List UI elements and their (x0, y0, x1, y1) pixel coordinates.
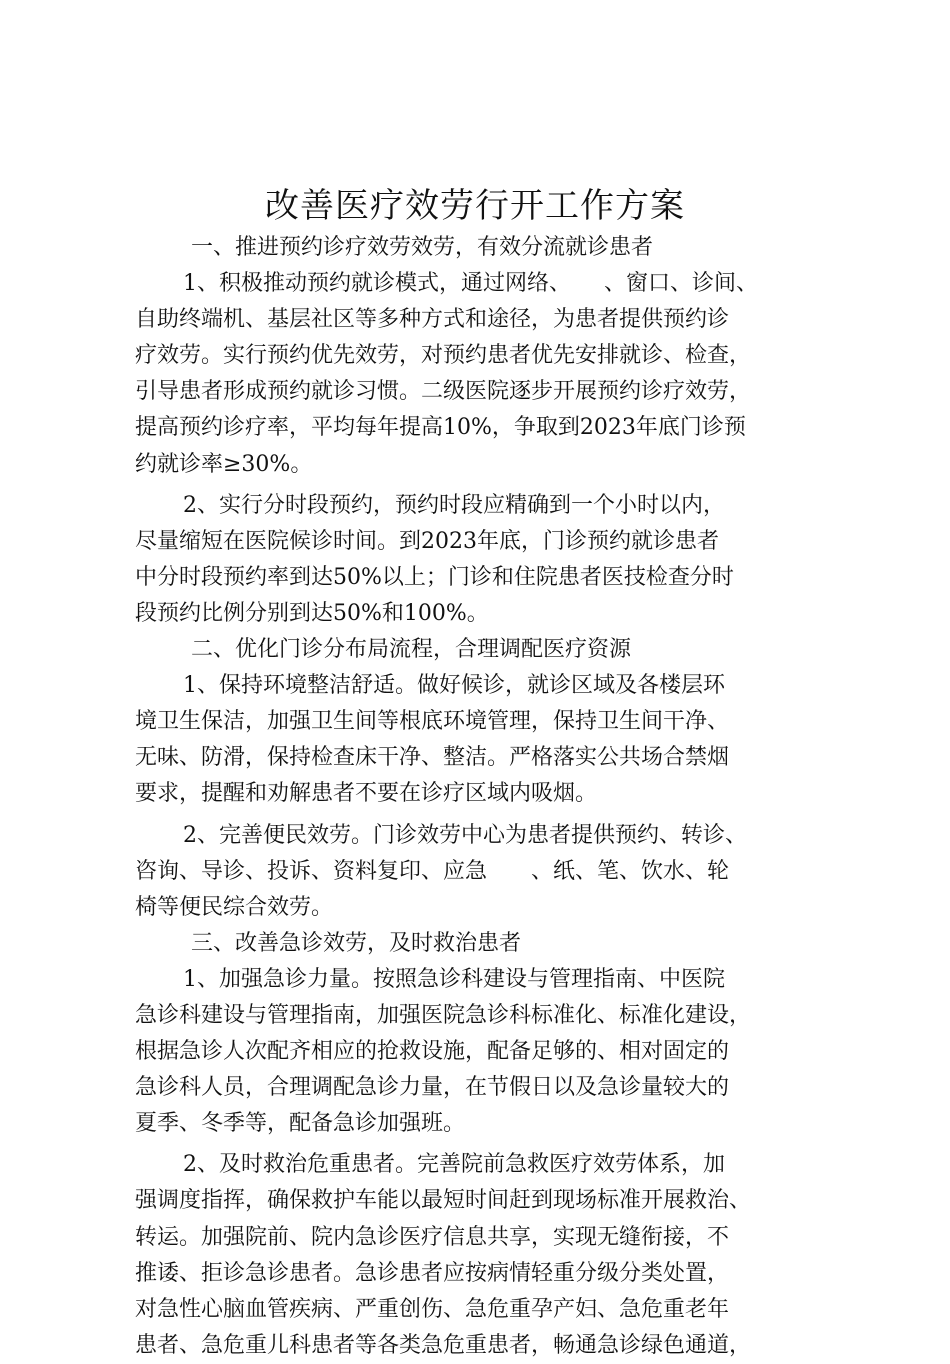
paragraph-line: 根据急诊人次配齐相应的抢救设施，配备足够的、相对固定的 (135, 1039, 730, 1065)
section-heading: 二、优化门诊分布局流程，合理调配医疗资源 (191, 637, 632, 663)
paragraph-line: 约就诊率≥30%。 (135, 451, 313, 477)
paragraph-line: 提高预约诊疗率，平均每年提高10%，争取到2023年底门诊预 (135, 415, 746, 441)
document-body (135, 230, 850, 1364)
paragraph-line: 中分时段预约率到达50%以上；门诊和住院患者医技检查分时 (135, 564, 734, 590)
paragraph-line: 椅等便民综合效劳。 (135, 894, 334, 920)
paragraph-line: 对急性心脑血管疾病、严重创伤、急危重孕产妇、急危重老年 (135, 1296, 730, 1322)
section-heading: 三、改善急诊效劳，及时救治患者 (191, 930, 522, 956)
paragraph-line: 患者、急危重儿科患者等各类急危重患者，畅通急诊绿色通道， (135, 1332, 752, 1358)
paragraph-line: 自助终端机、基层社区等多种方式和途径，为患者提供预约诊 (135, 307, 730, 333)
document-title: 改善医疗效劳行开工作方案 (265, 186, 685, 226)
paragraph-line: 1、加强急诊力量。按照急诊科建设与管理指南、中医院 (183, 966, 725, 992)
paragraph-line: 尽量缩短在医院候诊时间。到2023年底，门诊预约就诊患者 (135, 528, 719, 554)
paragraph-line: 1、保持环境整洁舒适。做好候诊，就诊区域及各楼层环 (183, 673, 725, 699)
paragraph-line: 2、完善便民效劳。门诊效劳中心为患者提供预约、转诊、 (183, 822, 747, 848)
paragraph-line: 境卫生保洁，加强卫生间等根底环境管理，保持卫生间干净、 (135, 709, 730, 735)
paragraph-line: 引导患者形成预约就诊习惯。二级医院逐步开展预约诊疗效劳， (135, 379, 752, 405)
paragraph-line: 要求，提醒和劝解患者不要在诊疗区域内吸烟。 (135, 781, 598, 807)
section-heading: 一、推进预约诊疗效劳效劳，有效分流就诊患者 (191, 235, 654, 260)
paragraph-line: 急诊科人员，合理调配急诊力量，在节假日以及急诊量较大的 (135, 1075, 730, 1101)
paragraph-line: 夏季、冬季等，配备急诊加强班。 (135, 1111, 466, 1137)
paragraph-line: 段预约比例分别到达50%和100%。 (135, 600, 489, 626)
paragraph-line: 强调度指挥，确保救护车能以最短时间赶到现场标准开展救治、 (135, 1188, 752, 1214)
paragraph-line: 推诿、拒诊急诊患者。急诊患者应按病情轻重分级分类处置， (135, 1260, 730, 1286)
paragraph-line: 疗效劳。实行预约优先效劳，对预约患者优先安排就诊、检查， (135, 343, 752, 369)
paragraph-line: 无味、防滑，保持检查床干净、整洁。严格落实公共场合禁烟 (135, 745, 730, 771)
paragraph-line: 转运。加强院前、院内急诊医疗信息共享，实现无缝衔接，不 (135, 1224, 730, 1250)
paragraph-line: 咨询、导诊、投诉、资料复印、应急 、纸、笔、饮水、轮 (135, 858, 730, 884)
paragraph-line: 2、及时救治危重患者。完善院前急救医疗效劳体系，加 (183, 1152, 725, 1178)
paragraph-line: 急诊科建设与管理指南，加强医院急诊科标准化、标准化建设， (135, 1002, 752, 1028)
paragraph-line: 2、实行分时段预约，预约时段应精确到一个小时以内， (183, 492, 725, 518)
paragraph-line: 1、积极推动预约就诊模式，通过网络、 、窗口、诊间、 (183, 271, 758, 297)
